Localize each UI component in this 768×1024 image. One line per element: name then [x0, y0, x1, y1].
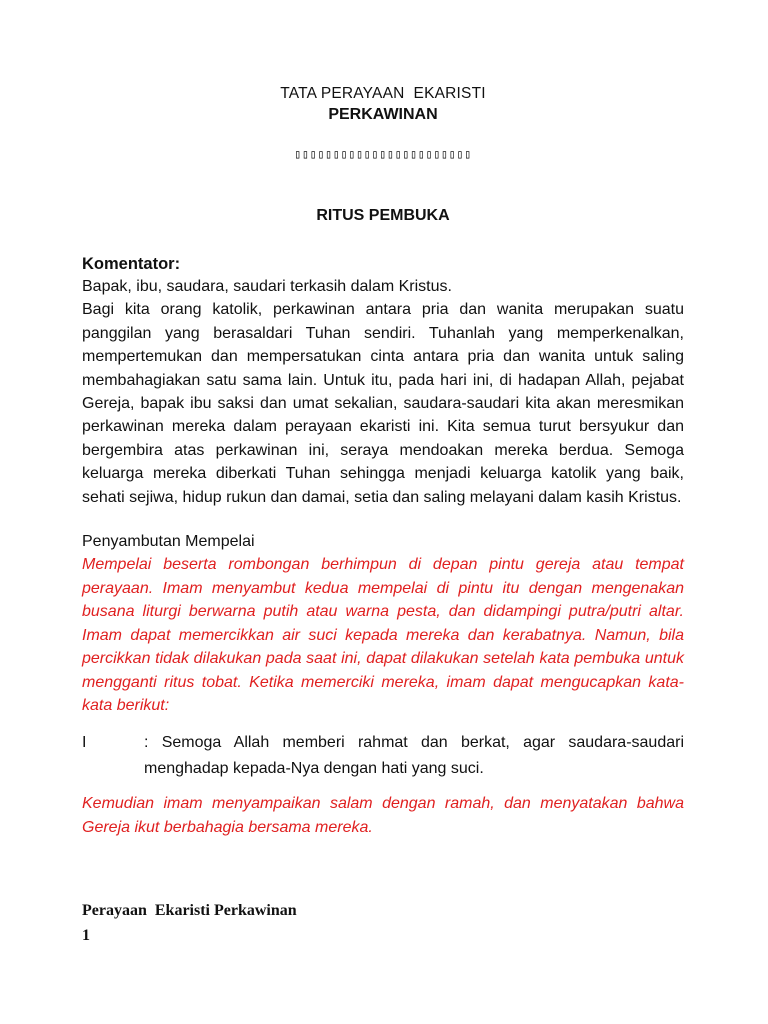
- footer-title: Perayaan Ekaristi Perkawinan: [82, 902, 297, 919]
- document-page: [82, 84, 684, 839]
- document-title: TATA PERAYAAN EKARISTI: [280, 85, 486, 102]
- welcome-heading: Penyambutan Mempelai: [82, 533, 255, 551]
- welcome-rubric: Mempelai beserta rombongan berhimpun di depan pintu gereja atau tempat perayaan. Imam menyambut kedua mempelai di pintu itu dengan mengenakan busana liturgi berwarna putih atau warna pesta, dan didampingi putra/putri altar. Imam dapat memercikkan air suci kepada mereka dan kerabatnya. Namun, bila percikkan tidak dilakukan pada saat ini, dapat dilakukan setelah kata pembuka untuk mengganti ritus tobat. Ketika memerciki mereka, imam dapat mengucapkan kata-kata berikut:: [82, 556, 684, 714]
- section-heading: RITUS PEMBUKA: [316, 207, 450, 224]
- commentator-body: Bagi kita orang katolik, perkawinan antara pria dan wanita merupakan suatu panggilan yang berasaldari Tuhan sendiri. Tuhanlah yang memperkenalkan, mempertemukan dan mempersatukan cinta antara pria dan wanita untuk saling membahagiakan satu sama lain. Untuk itu, pada hari ini, di hadapan Allah, pejabat Gereja, bapak ibu saksi dan umat sekalian, saudara-saudari kita akan meresmikan perkawinan mereka dalam perayaan ekaristi ini. Kita semua turut bersyukur dan bergembira atas perkawinan ini, seraya mendoakan mereka berdua. Semoga keluarga mereka diberkati Tuhan sehingga menjadi keluarga katolik yang baik, sehati sejiwa, hidup rukun dan damai, setia dan saling melayani dalam kasih Kristus.: [82, 301, 684, 506]
- dialogue-line: [82, 730, 684, 782]
- speaker-label: Komentator:: [82, 255, 181, 273]
- page-footer: [82, 898, 297, 948]
- closing-rubric: Kemudian imam menyampaikan salam dengan ramah, dan menyatakan bahwa Gereja ikut berbahagia bersama mereka.: [82, 795, 684, 836]
- placeholder-symbols: ▯▯▯▯▯▯▯▯▯▯▯▯▯▯▯▯▯▯▯▯▯▯▯: [294, 147, 472, 161]
- greeting-text: Bapak, ibu, saudara, saudari terkasih dalam Kristus.: [82, 278, 452, 295]
- dialogue-text: : Semoga Allah memberi rahmat dan berkat, agar saudara-saudari menghadap kepada-Nya dengan hati yang suci.: [144, 734, 684, 778]
- document-subtitle: PERKAWINAN: [328, 106, 438, 123]
- dialogue-speaker: I: [82, 734, 87, 752]
- page-number: 1: [82, 927, 90, 944]
- document-header: [82, 84, 684, 162]
